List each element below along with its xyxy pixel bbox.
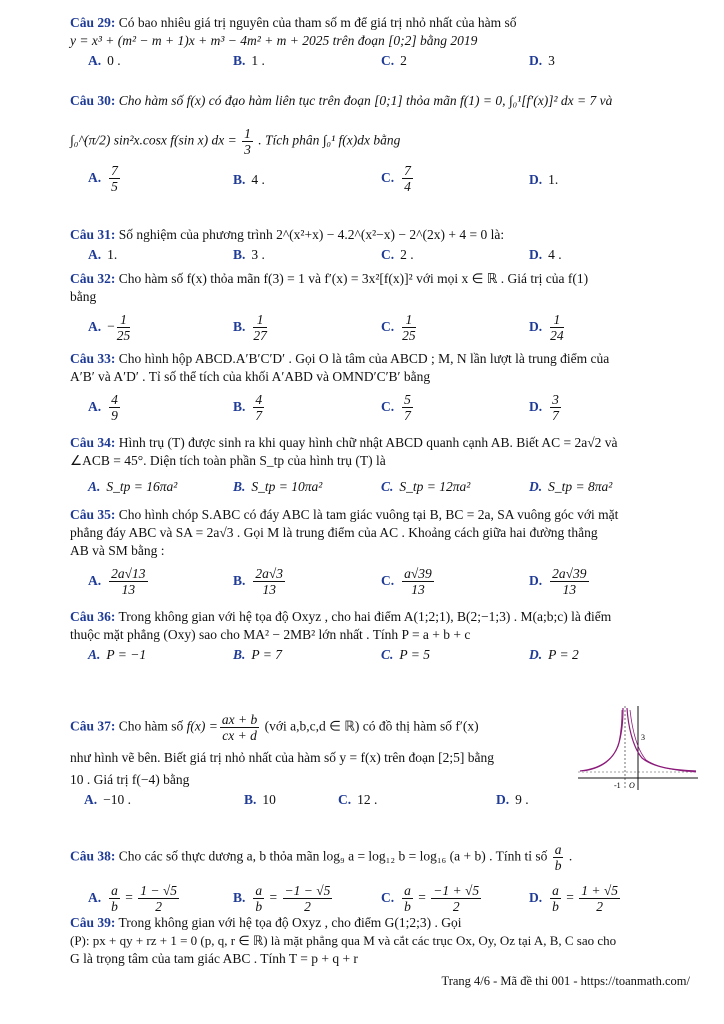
question-number: Câu 30: (70, 93, 116, 108)
option-d[interactable]: D. $\frac{3}{7}$ (529, 392, 559, 423)
option-d[interactable]: D. S_tp = 8πa² (529, 479, 613, 494)
question-37: Câu 37: Cho hàm số f(x) = $\frac{ax + b}{cx + d}$ (với a,b,c,d ∈ ℝ) có đồ thị hàm số f′(x) như hình vẽ bên. Biết giá trị nhỏ nhất của hàm số y = f(x) trên đoạn [2;5] bằng 10 . Giá trị f(−4) bằng A. −10 . B. 10 C. 12 . D. 9 . (70, 712, 570, 811)
option-d[interactable]: D. 1. (529, 172, 559, 187)
question-text: Có bao nhiêu giá trị nguyên của tham số m để giá trị nhỏ nhất của hàm số (118, 15, 517, 30)
question-number: Câu 32: (70, 271, 116, 286)
question-text-cont: như hình vẽ bên. Biết giá trị nhỏ nhất của hàm số y = f(x) trên đoạn [2;5] bằng (70, 750, 494, 765)
question-text: Cho hàm số f(x) thỏa mãn f(3) = 1 và f′(x) = 3x²[f(x)]² với mọi x ∈ ℝ . Giá trị của f(1) (118, 271, 589, 286)
question-text: Hình trụ (T) được sinh ra khi quay hình chữ nhật ABCD quanh cạnh AB. Biết AC = 2a√2 và (118, 435, 618, 450)
option-b[interactable]: B. 3 . (233, 247, 265, 262)
question-text: Cho hình chóp S.ABC có đáy ABC là tam giác vuông tại B, BC = 2a, SA vuông góc với mặt (118, 507, 619, 522)
option-a[interactable]: A. S_tp = 16πa² (88, 479, 178, 494)
option-d[interactable]: D. 3 (529, 53, 555, 68)
answer-options (70, 308, 692, 342)
answer-options (70, 388, 692, 422)
curve-right-branch-outer (630, 710, 696, 772)
option-c[interactable]: C. S_tp = 12πa² (381, 479, 471, 494)
option-a[interactable]: A. P = −1 (88, 647, 147, 662)
answer-options (70, 159, 692, 193)
question-30 (70, 92, 692, 193)
option-d[interactable]: D. 9 . (496, 792, 529, 807)
option-b[interactable]: B. $\frac{a}{b}$ = $\frac{-1 - √5}{2}$ (233, 883, 331, 914)
option-b[interactable]: B. 4 . (233, 172, 265, 187)
question-32 (70, 270, 692, 342)
option-c[interactable]: C. $\frac{a}{b}$ = $\frac{-1 + √5}{2}$ (381, 883, 480, 914)
option-a[interactable]: A. $\frac{a}{b}$ = $\frac{1 - √5}{2}$ (88, 883, 178, 914)
question-number: Câu 35: (70, 507, 116, 522)
question-text: Cho hàm số f(x) có đạo hàm liên tục trên đoạn [0;1] thỏa mãn f(1) = 0, ∫₀¹[f′(x)]² dx = 7 và (118, 93, 613, 108)
option-c[interactable]: C. $\frac{1}{25}$ (381, 312, 416, 343)
question-33 (70, 350, 692, 422)
question-number: Câu 37: (70, 718, 116, 734)
answer-options (70, 646, 692, 666)
option-c[interactable]: C. $\frac{5}{7}$ (381, 392, 411, 423)
question-text-cont: bằng (70, 289, 97, 304)
question-text-cont: A′B′ và A′D′ . Tỉ số thể tích của khối A′ABD và OMND′C′B′ bằng (70, 369, 431, 384)
option-c[interactable]: C. 2 . (381, 247, 414, 262)
option-b[interactable]: B. $\frac{1}{27}$ (233, 312, 267, 343)
option-d[interactable]: D. $\frac{1}{24}$ (529, 312, 564, 343)
option-d[interactable]: D. P = 2 (529, 647, 579, 662)
option-b[interactable]: B. 10 (244, 792, 276, 807)
option-b[interactable]: B. P = 7 (233, 647, 283, 662)
option-a[interactable]: A. 0 . (88, 53, 121, 68)
option-c[interactable]: C. 12 . (338, 792, 378, 807)
answer-options (70, 52, 692, 72)
option-b[interactable]: B. S_tp = 10πa² (233, 479, 323, 494)
option-a[interactable]: A. $\frac{4}{9}$ (88, 392, 118, 423)
question-number: Câu 34: (70, 435, 116, 450)
option-b[interactable]: B. 1 . (233, 53, 265, 68)
curve-left-branch (580, 708, 623, 771)
answer-options (70, 791, 570, 811)
option-a[interactable]: A. −10 . (84, 792, 131, 807)
option-c[interactable]: C. $\frac{a√39}{13}$ (381, 566, 432, 597)
question-number: Câu 38: (70, 848, 116, 864)
question-number: Câu 29: (70, 15, 116, 30)
option-a[interactable]: A. − $\frac{1}{25}$ (88, 312, 131, 343)
answer-options (70, 879, 692, 913)
page-footer: Trang 4/6 - Mã đề thi 001 - https://toanmath.com/ (441, 974, 690, 988)
answer-options (70, 246, 692, 266)
x-tick-label: -1 (614, 781, 621, 790)
answer-options (70, 562, 692, 596)
option-c[interactable]: C. $\frac{7}{4}$ (381, 163, 411, 194)
origin-label: O (629, 781, 635, 790)
question-34 (70, 434, 692, 498)
option-b[interactable]: B. $\frac{2a√3}{13}$ (233, 566, 284, 597)
question-formula: y = x³ + (m² − m + 1)x + m³ − 4m² + m + 2025 trên đoạn [0;2] bằng 2019 (70, 33, 478, 48)
question-35 (70, 506, 692, 596)
question-text-cont: ∠ACB = 45°. Diện tích toàn phần S_tp của hình trụ (T) là (70, 453, 386, 468)
curve-right-branch (627, 708, 696, 771)
question-text-cont: (P): px + qy + rz + 1 = 0 (p, q, r ∈ ℝ) là mặt phẳng qua M và cắt các trục Ox, Oy, Oz tại A, B, C sao cho (70, 933, 617, 948)
question-text: Số nghiệm của phương trình 2^(x²+x) − 4.2^(x²−x) − 2^(2x) + 4 = 0 là: (118, 227, 505, 242)
question-text-cont: thuộc mặt phẳng (Oxy) sao cho MA² − 2MB² lớn nhất . Tính P = a + b + c (70, 627, 471, 642)
question-29 (70, 14, 692, 72)
option-d[interactable]: D. $\frac{a}{b}$ = $\frac{1 + √5}{2}$ (529, 883, 619, 914)
derivative-graph (574, 702, 702, 794)
question-number: Câu 31: (70, 227, 116, 242)
option-d[interactable]: D. 4 . (529, 247, 562, 262)
option-c[interactable]: C. P = 5 (381, 647, 431, 662)
answer-options (70, 478, 692, 498)
question-text-cont: phẳng đáy ABC và SA = 2a√3 . Gọi M là trung điểm của AC . Khoảng cách giữa hai đường thẳng (70, 525, 598, 540)
option-c[interactable]: C. 2 (381, 53, 407, 68)
y-tick-label: 3 (641, 733, 645, 742)
question-text: Cho hình hộp ABCD.A′B′C′D′ . Gọi O là tâm của ABCD ; M, N lần lượt là trung điểm của (118, 351, 610, 366)
question-36 (70, 608, 692, 666)
question-number: Câu 33: (70, 351, 116, 366)
question-text: Trong không gian với hệ tọa độ Oxyz , cho hai điểm A(1;2;1), B(2;−1;3) . M(a;b;c) là điểm (118, 609, 612, 624)
question-text: Cho các số thực dương a, b thỏa mãn log₉ a = log₁₂ b = log₁₆ (a + b) . Tính tỉ số (118, 848, 548, 864)
option-b[interactable]: B. $\frac{4}{7}$ (233, 392, 263, 423)
question-39 (70, 914, 692, 968)
question-number: Câu 39: (70, 915, 116, 930)
question-number: Câu 36: (70, 609, 116, 624)
question-text-cont: AB và SM bằng : (70, 543, 165, 558)
option-a[interactable]: A. 1. (88, 247, 118, 262)
question-text-cont: G là trọng tâm của tam giác ABC . Tính T = p + q + r (70, 951, 358, 966)
question-text-cont: 10 . Giá trị f(−4) bằng (70, 772, 190, 787)
curve-left-branch-outer (584, 710, 622, 771)
question-31 (70, 226, 692, 266)
option-a[interactable]: A. $\frac{7}{5}$ (88, 163, 118, 194)
option-a[interactable]: A. $\frac{2a√13}{13}$ (88, 566, 146, 597)
question-formula: ∫₀^(π/2) sin²x.cosx f(sin x) dx = $\frac{1}{3}$ . Tích phân ∫₀¹ f(x)dx bằng (70, 126, 401, 157)
question-text: Trong không gian với hệ tọa độ Oxyz , cho điểm G(1;2;3) . Gọi (118, 915, 462, 930)
option-d[interactable]: D. $\frac{2a√39}{13}$ (529, 566, 587, 597)
question-38: Câu 38: Cho các số thực dương a, b thỏa mãn log₉ a = log₁₂ b = log₁₆ (a + b) . Tính tỉ số $\frac{a}{b}$ . A. $\frac{a}{b}$ = $\frac{1 - √5}{2}$ B. $\frac{a}{b}$ = $\frac{-1 - √5}{2}$ C. $\frac{a}{b}$ = $\frac{-1 + √5}{2}$ D. $\frac{a}{b}$ = $\frac{1 + √5}{2}$ (70, 842, 692, 913)
